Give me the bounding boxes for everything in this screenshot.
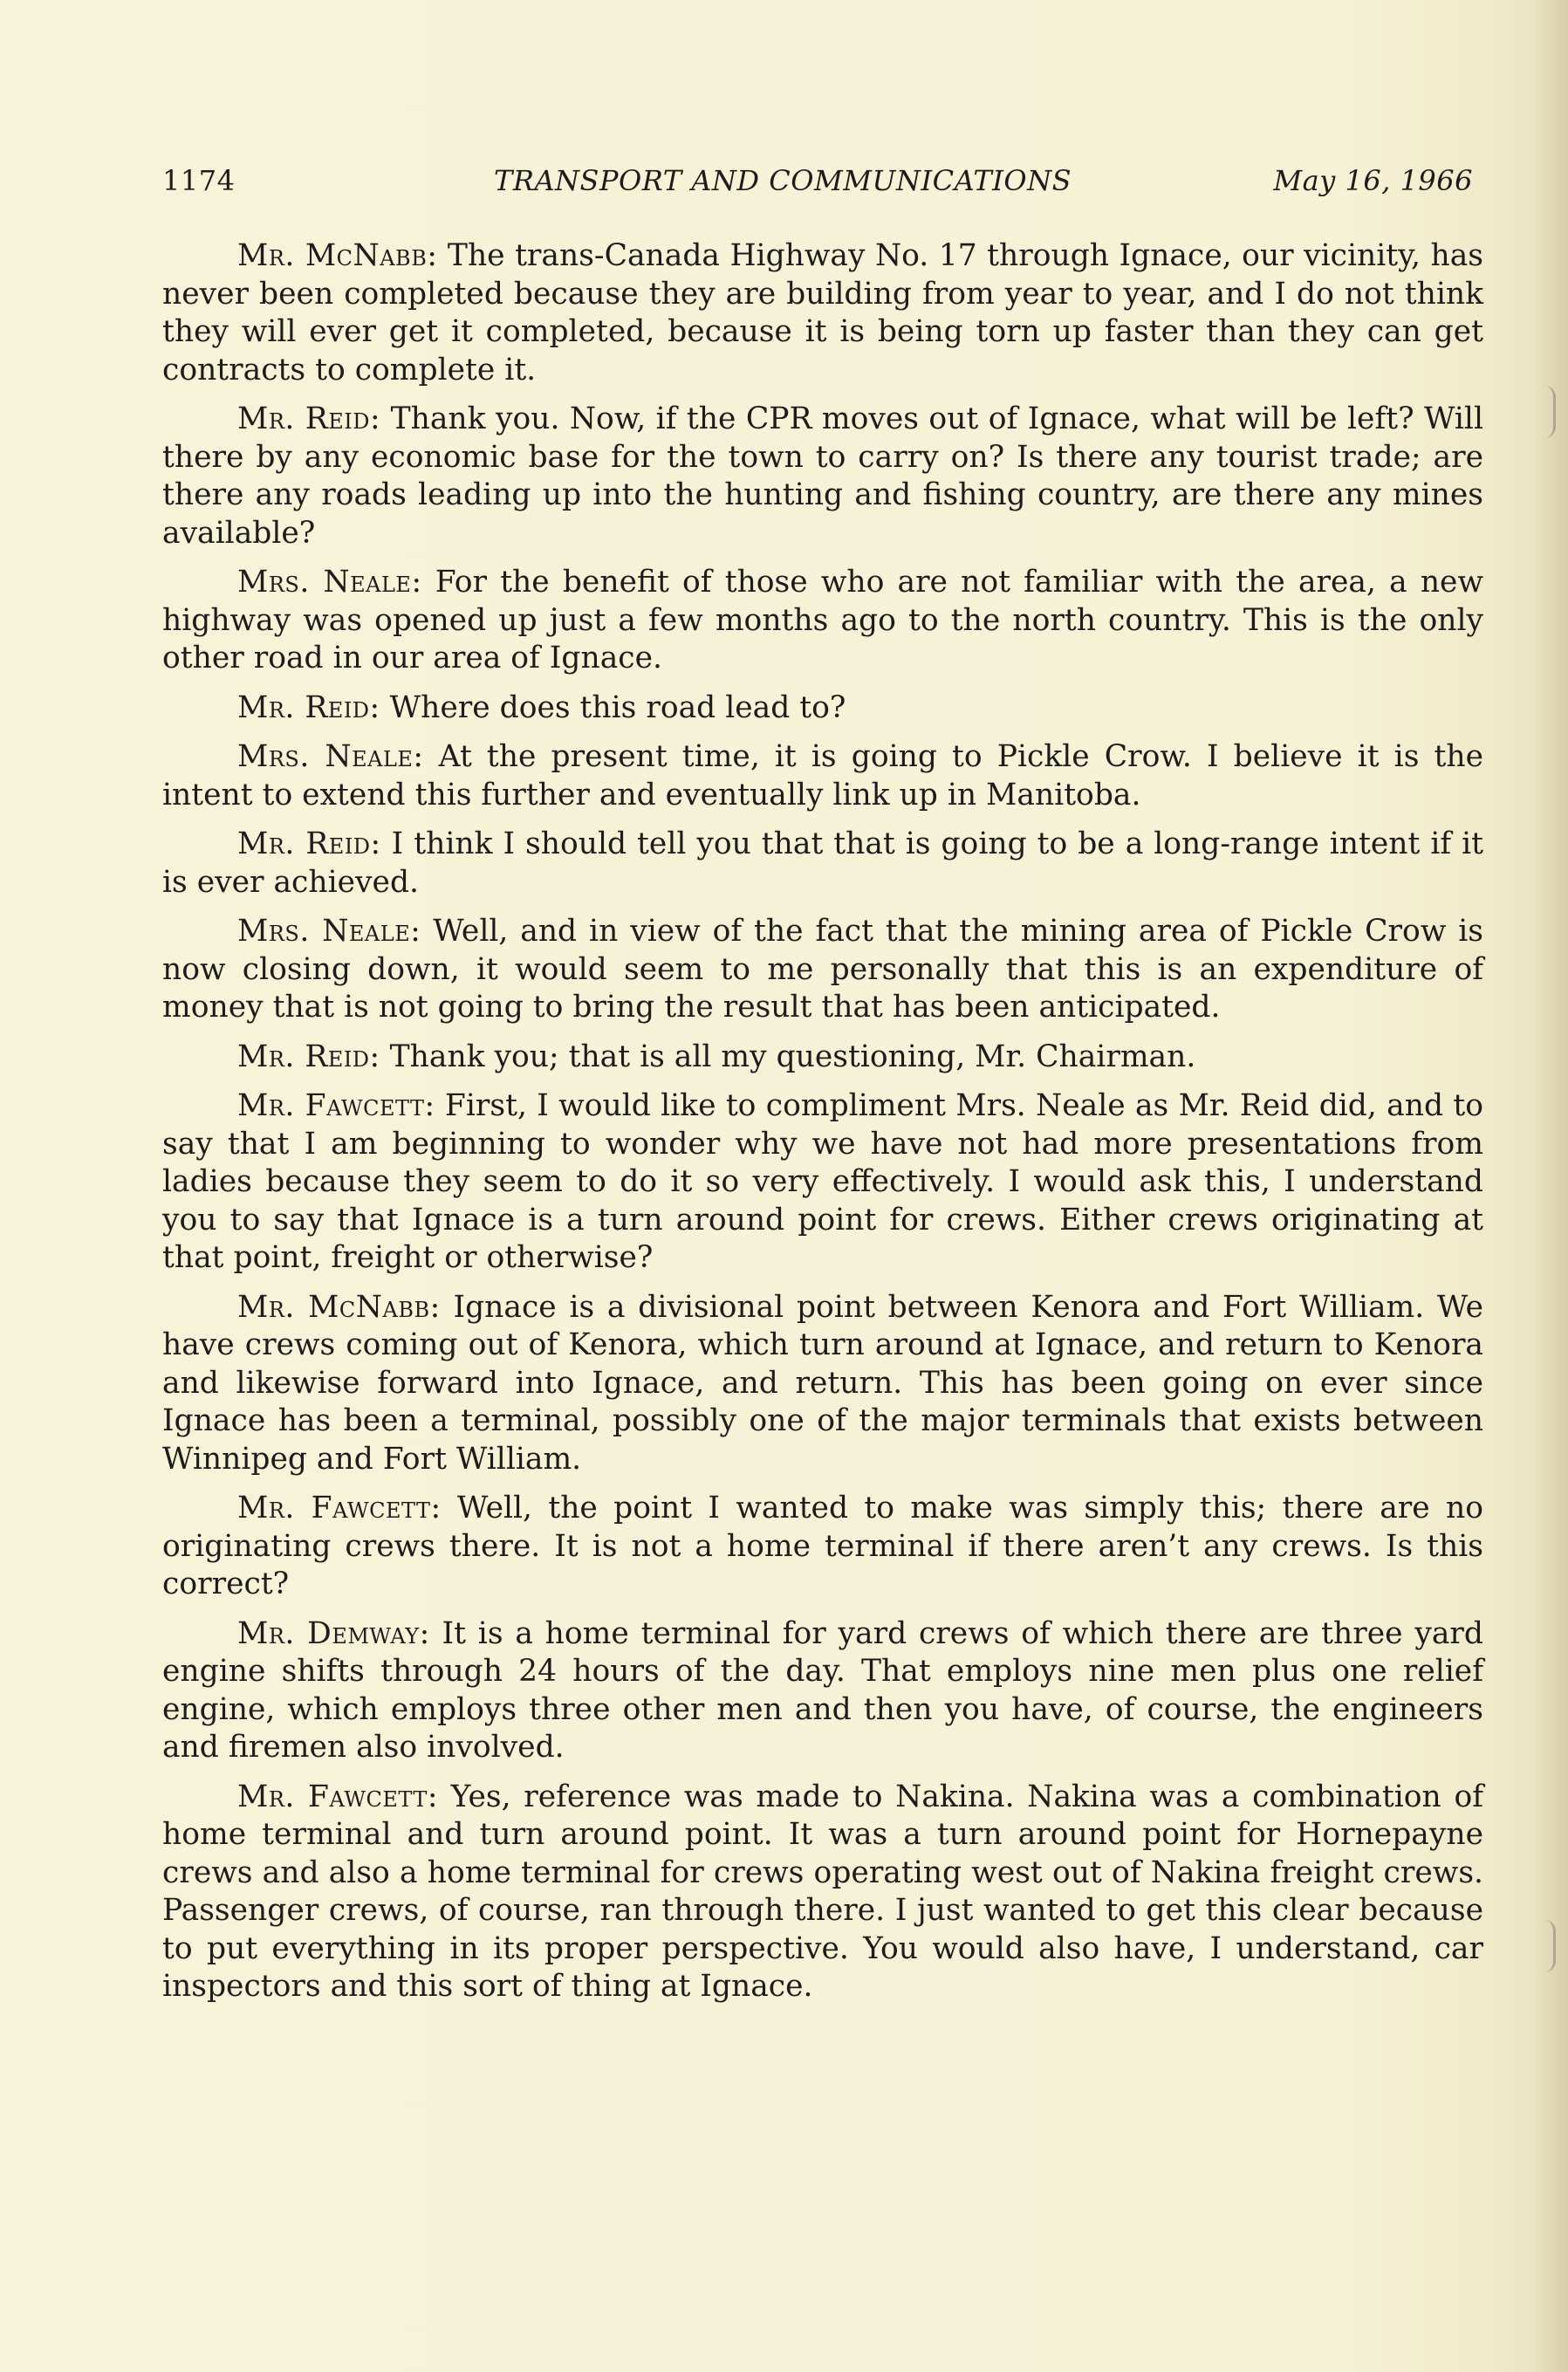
- speaker-name: Mr. Fawcett:: [237, 1779, 438, 1814]
- speaker-name: Mr. McNabb:: [237, 1289, 441, 1325]
- paragraph: [162, 826, 1483, 901]
- speech-text: Thank you. Now, if the CPR moves out of Ignace, what will be left? Will there by any economic base for the town to carry on? Is there any tourist trade; are there any roads leading up into the hunting and fishing country, are there any mines available?: [162, 401, 1483, 551]
- speaker-name: Mrs. Neale:: [237, 565, 422, 600]
- paragraph: [162, 237, 1483, 389]
- speech-text: Well, the point I wanted to make was simply this; there are no originating crews there. It is not a home terminal if there aren’t any crews. Is this correct?: [162, 1491, 1483, 1601]
- running-title: TRANSPORT AND COMMUNICATIONS: [494, 164, 1072, 197]
- binding-mark: [1544, 386, 1556, 438]
- speech-text: At the present time, it is going to Pickle Crow. I believe it is the intent to extend this further and eventually link up in Manitoba.: [162, 739, 1484, 812]
- paragraph: [162, 1615, 1483, 1767]
- paragraph: [162, 1039, 1483, 1077]
- paragraph: [162, 1779, 1483, 2006]
- paragraph: [162, 913, 1483, 1027]
- speaker-name: Mr. Fawcett:: [237, 1491, 442, 1525]
- paragraph: [162, 689, 1483, 728]
- speech-text: Thank you; that is all my questioning, Mr. Chairman.: [380, 1039, 1196, 1074]
- speech-text: I think I should tell you that that is going to be a long-range intent if it is ever achieved.: [162, 826, 1483, 900]
- speaker-name: Mr. Reid:: [237, 689, 380, 725]
- speech-text: First, I would like to compliment Mrs. Neale as Mr. Reid did, and to say that I am beginning to wonder why we have not had more presentations from ladies because they seem to do it so very effectively. I would ask this, I understand you to say that Ignace is a turn around point for crews. Either crews originating at that point, freight or otherwise?: [162, 1088, 1483, 1275]
- paragraph: [162, 564, 1483, 678]
- speaker-name: Mr. Reid:: [237, 1039, 380, 1074]
- speech-text: For the benefit of those who are not familiar with the area, a new highway was opened up just a few months ago to the north country. This is the only other road in our area of Ignace.: [162, 565, 1483, 675]
- page-edge-shadow: [1533, 0, 1568, 2372]
- paragraph: [162, 401, 1483, 552]
- speaker-name: Mr. Reid:: [237, 826, 381, 861]
- speaker-name: Mr. Reid:: [237, 401, 381, 436]
- speech-text: Yes, reference was made to Nakina. Nakina was a combination of home terminal and turn around point. It was a turn around point for Hornepayne crews and also a home terminal for crews operating west out of Nakina freight crews. Passenger crews, of course, ran through there. I just wanted to get this clear because to put everything in its proper perspective. You would also have, I understand, car inspectors and this sort of thing at Ignace.: [162, 1779, 1483, 2004]
- paragraph: [162, 1289, 1483, 1479]
- running-date: May 16, 1966: [1273, 164, 1473, 197]
- paragraph: [162, 1087, 1483, 1278]
- speaker-name: Mr. Demway:: [237, 1615, 430, 1651]
- speaker-name: Mrs. Neale:: [237, 739, 424, 774]
- speech-text: Well, and in view of the fact that the mining area of Pickle Crow is now closing down, it would seem to me personally that this is an expenditure of money that is not going to bring the result that has been anticipated.: [162, 914, 1484, 1025]
- speech-text: The trans-Canada Highway No. 17 through Ignace, our vicinity, has never been completed because they are building from year to year, and I do not think they will ever get it completed, because it is being torn up faster than they can get contracts to complete it.: [162, 238, 1483, 387]
- running-header: [162, 164, 1473, 208]
- speaker-name: Mr. Fawcett:: [237, 1088, 435, 1123]
- speech-text: Where does this road lead to?: [380, 689, 846, 725]
- binding-mark: [1544, 1920, 1556, 1972]
- paragraph: [162, 1490, 1483, 1604]
- speech-text: It is a home terminal for yard crews of which there are three yard engine shifts through 24 hours of the day. That employs nine men plus one relief engine, which employs three other men and then you have, of course, the engineers and firemen also involved.: [162, 1615, 1483, 1765]
- transcript-body: [162, 237, 1483, 2018]
- speaker-name: Mr. McNabb:: [237, 238, 438, 273]
- speaker-name: Mrs. Neale:: [237, 914, 421, 949]
- page-number: 1174: [162, 164, 236, 197]
- speech-text: Ignace is a divisional point between Kenora and Fort William. We have crews coming out of Kenora, which turn around at Ignace, and return to Kenora and likewise forward into Ignace, and return. This has been going on ever since Ignace has been a terminal, possibly one of the major terminals that exists between Winnipeg and Fort William.: [162, 1289, 1484, 1477]
- paragraph: [162, 738, 1483, 814]
